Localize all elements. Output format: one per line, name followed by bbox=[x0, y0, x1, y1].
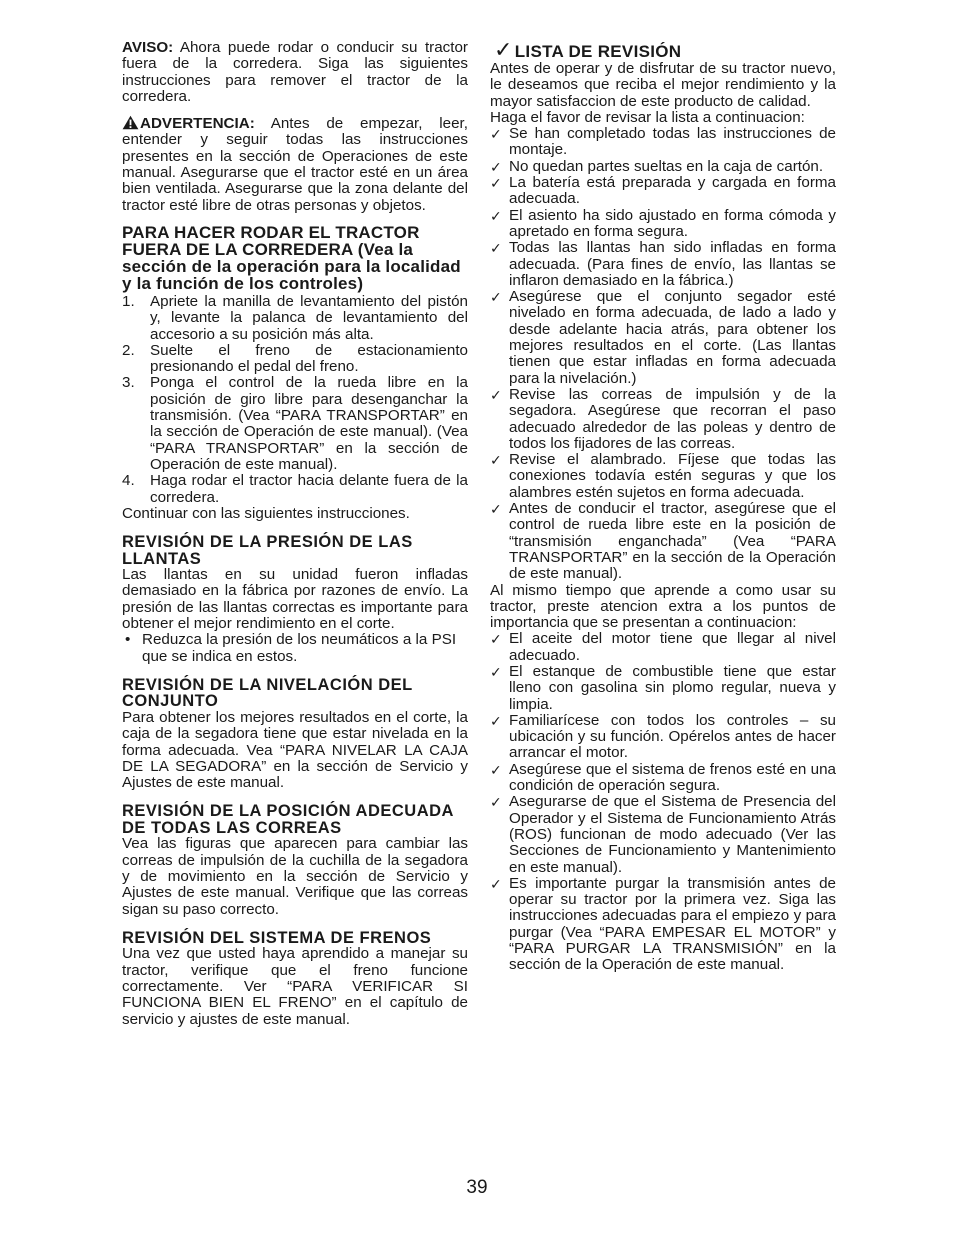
frenos-section bbox=[122, 930, 468, 1028]
list-item bbox=[490, 159, 836, 175]
checklist-middle: Al mismo tiempo que aprende a como usar su tractor, preste atencion extra a los puntos de importancia que se presentan a continuacion: bbox=[490, 581, 836, 632]
advertencia-label: ADVERTENCIA: bbox=[140, 115, 255, 133]
check-item-text: El aceite del motor tiene que llegar al nivel adecuado. bbox=[509, 630, 836, 664]
list-item bbox=[490, 631, 836, 664]
list-item bbox=[122, 632, 468, 665]
nivelacion-heading: REVISIÓN DE LA NIVELACIÓN DEL CONJUNTO bbox=[122, 675, 413, 711]
checklist-intro: Antes de operar y de disfrutar de su tractor nuevo, le deseamos que reciba el mejor rendimiento y la mayor satisfaccion de este producto de calidad. bbox=[490, 60, 836, 110]
aviso-paragraph bbox=[122, 40, 468, 105]
check-icon: ✓ bbox=[490, 207, 502, 224]
list-item bbox=[490, 387, 836, 452]
check-icon: ✓ bbox=[490, 452, 502, 469]
list-item bbox=[122, 343, 468, 376]
check-item-text: Es importante purgar la transmisión antes de operar su tractor por la primera vez. Siga las instrucciones adecuadas para el empiezo y para purgar (Vea “PARA EMPESAR EL MOTOR” y “PARA PURGAR LA TRANSMISIÓN” en la sección de la Operación de este manual. bbox=[509, 874, 836, 974]
aviso-text: Ahora puede rodar o conducir su tractor fuera de la corredera. Siga las siguientes instrucciones para remover el tractor de la corredera. bbox=[122, 39, 468, 105]
check-item-text: Familiarícese con todos los controles – su ubicación y su función. Opérelos antes de hacer arrancar el motor. bbox=[509, 711, 836, 762]
bullet-icon: • bbox=[125, 631, 131, 649]
list-item bbox=[490, 794, 836, 875]
checklist-items-2 bbox=[490, 631, 836, 973]
check-item-text: La batería está preparada y cargada en forma adecuada. bbox=[509, 174, 836, 208]
advertencia-text: Antes de empezar, leer, entender y seguir todas las instrucciones presentes en la sección de Operaciones de este manual. Asegurarse que el tractor esté en un área bien ventilada. Asegurarse que la zona delante del tractor esté libre de otras personas y objetos. bbox=[122, 115, 468, 214]
checklist-prompt: Haga el favor de revisar la lista a continuacion: bbox=[490, 108, 805, 126]
check-icon: ✓ bbox=[494, 37, 513, 62]
check-item-text: Todas las llantas han sido infladas en forma adecuada. (Para fines de envío, las llantas se inflaron demasiado en la fábrica.) bbox=[509, 239, 836, 289]
list-item bbox=[490, 240, 836, 289]
left-column bbox=[122, 40, 468, 1040]
list-item bbox=[490, 713, 836, 762]
list-item bbox=[490, 208, 836, 241]
check-item-text: Asegúrese que el conjunto segador esté nivelado en forma adecuada, de lado a lado y desde adelante hacia atrás, para obtener los mejores resultados en el corte. (Las llantas tienen que estar infladas en forma adecuada para la nivelación.) bbox=[509, 288, 836, 387]
check-item-text: Se han completado todas las instrucciones de montaje. bbox=[509, 125, 836, 159]
warning-triangle-icon bbox=[122, 115, 139, 130]
check-icon: ✓ bbox=[490, 126, 502, 143]
check-icon: ✓ bbox=[490, 501, 502, 518]
correas-heading: REVISIÓN DE LA POSICIÓN ADECUADA DE TODAS LAS CORREAS bbox=[122, 802, 454, 837]
check-icon: ✓ bbox=[490, 386, 502, 403]
check-icon: ✓ bbox=[490, 240, 502, 257]
check-item-text: Asegurarse de que el Sistema de Presencia del Operador y el Sistema de Funcionamiento Atrás (ROS) funcionan de modo adecuado (Ver las Secciones de Funcionamiento y Mantenimiento en este manual). bbox=[509, 793, 836, 876]
list-item bbox=[122, 294, 468, 343]
check-icon: ✓ bbox=[490, 663, 502, 680]
list-item bbox=[490, 452, 836, 501]
check-icon: ✓ bbox=[490, 761, 502, 778]
correas-section bbox=[122, 803, 468, 917]
presion-text: Las llantas en su unidad fueron infladas demasiado en la fábrica por razones de envío. La presión de las llantas correctas es importante para obtener el mejor rendimiento en el corte. bbox=[122, 566, 468, 633]
check-item-text: No quedan partes sueltas en la caja de cartón. bbox=[509, 157, 824, 175]
check-icon: ✓ bbox=[490, 175, 502, 192]
rodar-heading-sub: (Vea la sección de la operación para la localidad y la función de los controles) bbox=[122, 239, 461, 293]
rodar-heading bbox=[122, 224, 468, 292]
check-item-text: El estanque de combustible tiene que estar lleno con gasolina sin plomo regular, nueva y limpia. bbox=[509, 662, 836, 713]
step-text: Apriete la manilla de levantamiento del pistón y, levante la palanca de levantamiento del accesorio a su posición más alta. bbox=[150, 292, 468, 343]
check-icon: ✓ bbox=[490, 794, 502, 811]
list-item bbox=[490, 876, 836, 974]
check-icon: ✓ bbox=[490, 712, 502, 729]
presion-bullets bbox=[122, 632, 468, 665]
check-item-text: El asiento ha sido ajustado en forma cómoda y apretado en forma segura. bbox=[509, 206, 836, 240]
checklist-title bbox=[494, 37, 836, 62]
check-item-text: Asegúrese que el sistema de frenos esté en una condición de operación segura. bbox=[509, 760, 836, 795]
checklist-items bbox=[490, 126, 836, 582]
list-item bbox=[122, 375, 468, 473]
list-item bbox=[490, 289, 836, 387]
check-icon: ✓ bbox=[490, 158, 502, 175]
rodar-steps bbox=[122, 294, 468, 506]
step-number: 2. bbox=[122, 341, 135, 359]
list-item bbox=[122, 473, 468, 506]
list-item bbox=[490, 664, 836, 713]
step-number: 3. bbox=[122, 374, 135, 392]
check-item-text: Revise el alambrado. Fíjese que todas las conexiones todavía estén seguras y que los alambres estén sujetos en forma adecuada. bbox=[509, 451, 836, 501]
check-item-text: Antes de conducir el tractor, asegúrese que el control de rueda libre este en la posición de “transmisión enganchada” (Vea “PARA TRANSPORTAR” en la sección de la Operación de este manual). bbox=[509, 500, 836, 583]
step-text: Suelte el freno de estacionamiento presionando el pedal del freno. bbox=[150, 341, 468, 376]
check-icon: ✓ bbox=[490, 289, 502, 306]
step-number: 4. bbox=[122, 472, 135, 490]
aviso-label: AVISO: bbox=[122, 39, 174, 56]
list-item bbox=[490, 175, 836, 208]
presion-heading: REVISIÓN DE LA PRESIÓN DE LAS LLANTAS bbox=[122, 533, 413, 568]
list-item bbox=[490, 501, 836, 582]
list-item bbox=[490, 762, 836, 795]
rodar-section bbox=[122, 224, 468, 522]
right-column bbox=[490, 37, 836, 974]
frenos-heading: REVISIÓN DEL SISTEMA DE FRENOS bbox=[122, 928, 432, 947]
rodar-after: Continuar con las siguientes instrucciones. bbox=[122, 504, 410, 522]
step-text: Haga rodar el tractor hacia delante fuera de la corredera. bbox=[150, 472, 468, 506]
step-text: Ponga el control de la rueda libre en la posición de giro libre para desenganchar la transmisión. (Vea “PARA TRANSPORTAR” en la sección de Operación de este manual). (Vea “PARA TRANSPORTAR” en la sección de Operación de este manual). bbox=[150, 374, 468, 473]
presion-section bbox=[122, 534, 468, 665]
check-icon: ✓ bbox=[490, 631, 502, 648]
advertencia-paragraph bbox=[122, 115, 468, 214]
nivelacion-section bbox=[122, 677, 468, 791]
nivelacion-text: Para obtener los mejores resultados en el corte, la caja de la segadora tiene que estar nivelada en la forma adecuada. Vea “PARA NIVELAR LA CAJA DE LA SEGADORA” en la sección de Servicio y Ajustes de este manual. bbox=[122, 708, 468, 792]
checklist-title-text: LISTA DE REVISIÓN bbox=[514, 42, 682, 61]
list-item bbox=[490, 126, 836, 159]
bullet-text: Reduzca la presión de los neumáticos a la PSI que se indica en estos. bbox=[142, 631, 457, 665]
step-number: 1. bbox=[122, 292, 135, 310]
rodar-heading-text: PARA HACER RODAR EL TRACTOR FUERA DE LA CORREDERA bbox=[122, 222, 420, 259]
page-number: 39 bbox=[466, 1177, 488, 1198]
frenos-text: Una vez que usted haya aprendido a manejar su tractor, verifique que el freno funcione correctamente. Ver “PARA VERIFICAR SI FUNCIONA BIEN EL FRENO” en el capítulo de servicio y ajustes de este manual. bbox=[122, 945, 468, 1028]
correas-text: Vea las figuras que aparecen para cambiar las correas de impulsión de la cuchilla de la segadora y de movimiento en la sección de Servicio y Ajustes de este manual. Verifique que las correas sigan su paso correcto. bbox=[122, 835, 468, 918]
check-icon: ✓ bbox=[490, 875, 502, 892]
check-item-text: Revise las correas de impulsión y de la segadora. Asegúrese que recorran el paso adecuado alrededor de las poleas y dentro de todos los fijadores de las correas. bbox=[509, 385, 836, 452]
